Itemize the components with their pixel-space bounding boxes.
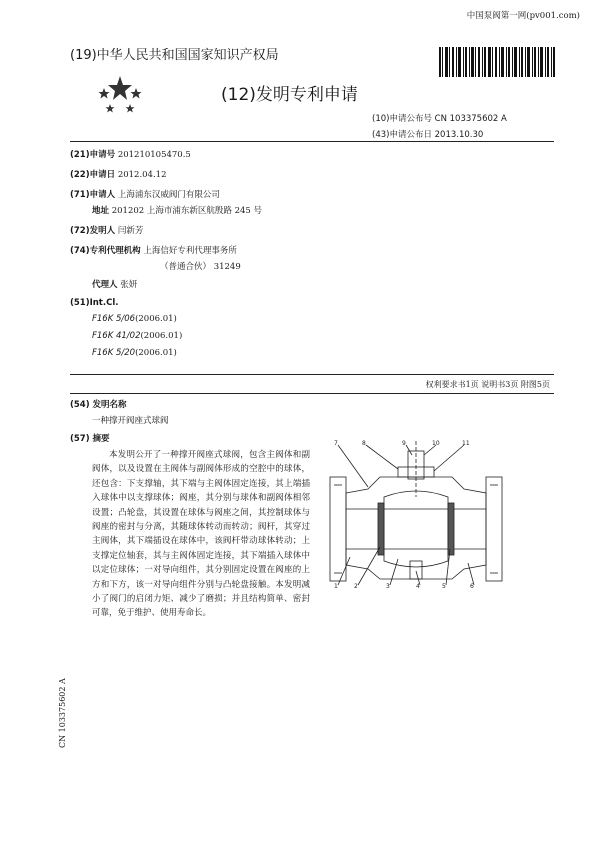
agency-label: (74)专利代理机构 [70,246,141,256]
ipc-code: F16K 5/20 [92,348,136,358]
ipc-version: (2006.01) [135,314,177,324]
issuing-office: (19)中华人民共和国国家知识产权局 [70,48,279,63]
agency-value: 上海信好专利代理事务所 [143,246,237,256]
drawing-label: 11 [462,440,470,447]
abstract-label: (57) 摘要 [70,434,110,444]
application-date-value: 2012.04.12 [117,170,167,180]
inventor-row [70,224,143,236]
section-divider [70,393,554,394]
application-date-row [70,168,166,180]
ipc-item [92,314,177,324]
drawing-label: 2 [354,583,358,589]
drawing-label: 9 [402,440,406,447]
section-divider [70,374,554,375]
applicant-value: 上海浦东汉威阀门有限公司 [117,190,220,200]
header-divider [70,141,554,142]
application-number-value: 201210105470.5 [117,150,191,160]
applicant-label: (71)申请人 [70,190,116,200]
barcode-icon [439,47,555,77]
application-number-row [70,148,191,160]
drawing-label: 1 [334,583,338,589]
drawing-label: 3 [386,583,390,589]
site-header-text: 中国泵阀第一网(pv001.com) [466,11,580,21]
ipc-item [92,348,177,358]
ipc-label: (51)Int.Cl. [70,298,119,308]
ball-valve-drawing [328,437,504,589]
drawing-label: 8 [362,440,366,447]
page-counts: 权利要求书1页 说明书3页 附图5页 [425,380,550,389]
drawing-label: 6 [470,583,474,589]
agency-value-line2: （普通合伙） 31249 [160,262,241,272]
abstract-text: 本发明公开了一种撑开阀座式球阀，包含主阀体和副阀体，以及设置在主阀体与副阀体形成的空腔中的球体，还包含：下支撑轴，其下端与主阀体固定连接，其上端插入球体中以支撑球体；阀座，其分别与球体和副阀体相邻设置；凸轮盘，其设置在球体与阀座之间，其控制球体与阀座的密封与分离，其随球体转动而转动；阀杆，其穿过主阀体，其下端插设在球体中，该阀杆带动球体转动；上支撑定位轴套，其与主阀体固定连接，其下端插入球体中以定位球体；一对导向组件，其分别固定设置在阀座的上方和下方，该一对导向组件分别与凸轮盘接触。本发明减小了阀门的启闭力矩、减少了磨损；并且结构简单、密封可靠，免于维护、使用寿命长。 [92,450,310,619]
ipc-code: F16K 41/02 [92,331,141,341]
publication-date: (43)申请公布日 2013.10.30 [372,130,484,140]
side-publication-number: CN 103375602 A [58,678,67,748]
document-type: (12)发明专利申请 [221,85,358,105]
applicant-row [70,188,220,200]
ipc-version: (2006.01) [135,348,177,358]
ipc-version: (2006.01) [140,331,183,341]
drawing-label: 4 [416,583,420,589]
application-number-label: (21)申请号 [70,150,116,160]
invention-title: 一种撑开阀座式球阀 [92,416,169,426]
drawing-label: 5 [442,583,446,589]
agent-value: 张妍 [120,280,138,290]
agent-row [92,278,137,290]
invention-title-label: (54) 发明名称 [70,400,127,410]
agency-row [70,244,237,256]
inventor-value: 闫新芳 [117,226,144,236]
agent-label: 代理人 [92,280,118,290]
drawing-label: 10 [432,440,440,447]
address-row [92,204,262,216]
address-value: 201202 上海市浦东新区航殷路 245 号 [111,206,262,216]
address-label: 地址 [92,206,110,216]
application-date-label: (22)申请日 [70,170,116,180]
ipc-item [92,331,182,341]
drawing-label: 7 [334,440,338,447]
inventor-label: (72)发明人 [70,226,116,236]
cnipa-emblem-icon [96,74,144,116]
publication-number: (10)申请公布号 CN 103375602 A [372,114,507,124]
ipc-code: F16K 5/06 [92,314,136,324]
